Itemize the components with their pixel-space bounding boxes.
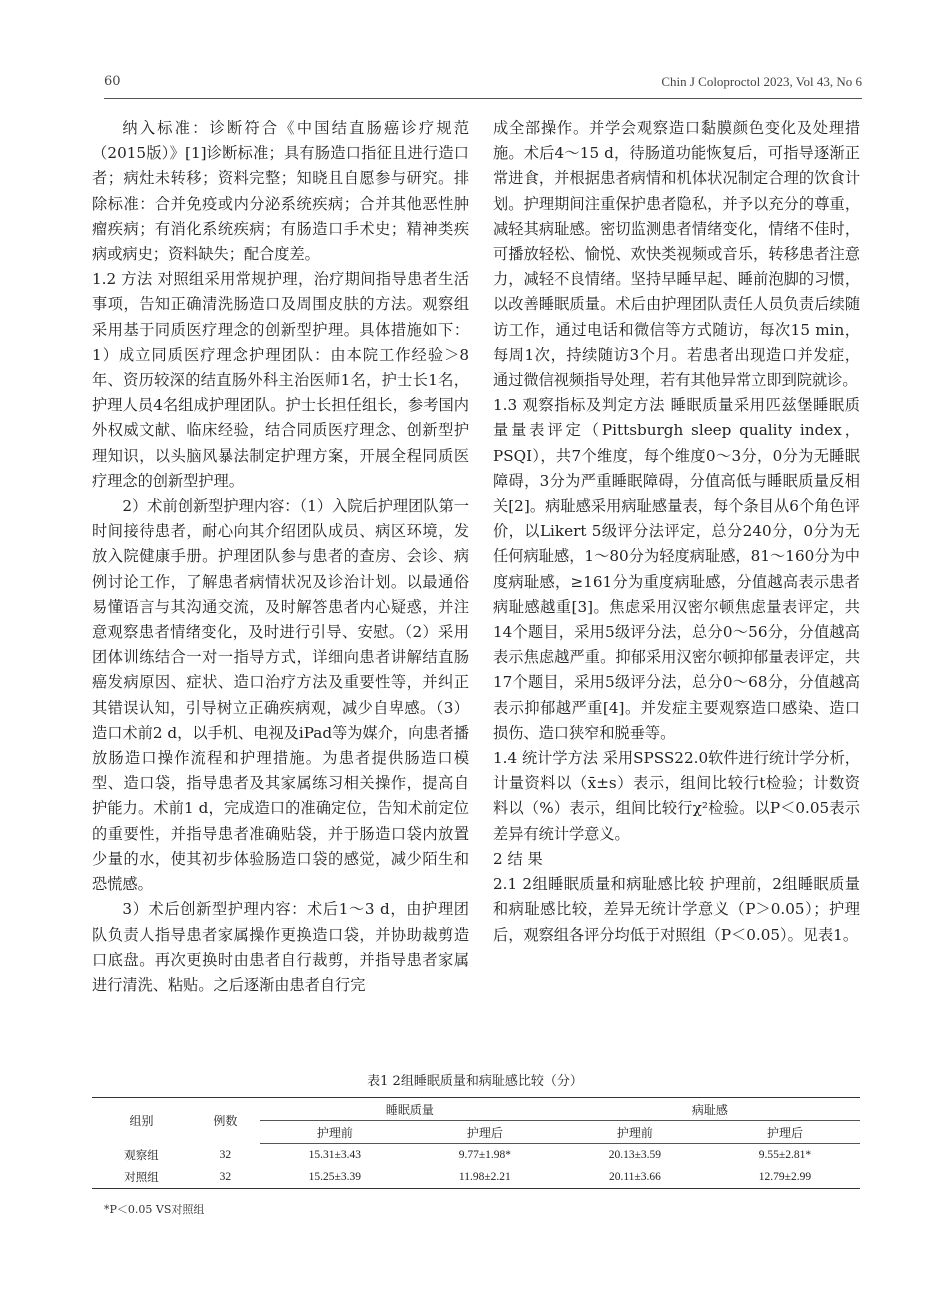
cell-stigma-post: 9.55±2.81* [758, 1149, 812, 1161]
header-sleep-pre: 护理前 [260, 1121, 410, 1144]
cell-group: 观察组 [124, 1149, 159, 1162]
statistics-paragraph: 1.4 统计学方法 采用SPSS22.0软件进行统计学分析，计量资料以（x̄±s）表示，组间比较行t检验；计数资料以（%）表示，组间比较行χ²检验。以P＜0.05表示差异有统计学意义。 [493, 749, 860, 843]
cell-n: 32 [191, 1166, 260, 1189]
cell-stigma-pre: 20.11±3.66 [560, 1166, 710, 1189]
table-row [92, 1166, 860, 1189]
header-stigma-post: 护理后 [710, 1121, 860, 1144]
table-footnote: *P＜0.05 VS对照组 [104, 1203, 205, 1216]
cell-n: 32 [219, 1148, 232, 1161]
cell-sleep-post: 9.77±1.98* [458, 1149, 512, 1161]
journal-name: Chin J Coloproctol 2023, Vol 43, No 6 [661, 74, 862, 89]
cell-sleep-post: 11.98±2.21 [410, 1166, 560, 1189]
results-heading: 2 结 果 [493, 849, 543, 868]
header-n: 例数 [191, 1098, 260, 1144]
cell-stigma-pre: 20.13±3.59 [608, 1149, 662, 1161]
right-column [493, 116, 860, 948]
cell-stigma-post: 12.79±2.99 [710, 1166, 860, 1189]
results-paragraph: 2.1 2组睡眠质量和病耻感比较 护理前，2组睡眠质量和病耻感比较，差异无统计学意义（P＞0.05）；护理后，观察组各评分均低于对照组（P＜0.05）。见表1。 [493, 875, 860, 944]
postop-paragraph: 3）术后创新型护理内容：术后1～3 d，由护理团队负责人指导患者家属操作更换造口袋，并协助裁剪造口底盘。再次更换时由患者自行裁剪，并指导患者家属进行清洗、粘贴。之后逐渐由患者自行完 [92, 900, 469, 994]
header-rule [104, 98, 862, 99]
inclusion-paragraph: 纳入标准：诊断符合《中国结直肠癌诊疗规范（2015版）》[1]诊断标准；具有肠造口指征且进行造口者；病灶未转移；资料完整；知晓且自愿参与研究。排除标准：合并免疫或内分泌系统疾病；合并其他恶性肿瘤疾病；有消化系统疾病；有肠造口手术史；精神类疾病或病史；资料缺失；配合度差。 [92, 119, 469, 264]
page-header [104, 74, 862, 94]
methods-paragraph: 1.2 方法 对照组采用常规护理，治疗期间指导患者生活事项，告知正确清洗肠造口及周围皮肤的方法。观察组采用基于同质医疗理念的创新型护理。具体措施如下：1）成立同质医疗理念护理团队：由本院工作经验＞8年、资历较深的结直肠外科主治医师1名，护士长1名，护理人员4名组成护理团队。护士长担任组长，参考国内外权威文献、临床经验，结合同质医疗理念、创新型护理知识，以头脑风暴法制定护理方案，开展全程同质医疗理念的创新型护理。 [92, 270, 469, 490]
header-stigma-pre: 护理前 [560, 1121, 710, 1144]
header-sleep-post: 护理后 [410, 1121, 560, 1144]
preop-paragraph: 2）术前创新型护理内容：（1）入院后护理团队第一时间接待患者，耐心向其介绍团队成员、病区环境，发放入院健康手册。护理团队参与患者的查房、会诊、病例讨论工作，了解患者病情状况及诊治计划。以最通俗易懂语言与其沟通交流，及时解答患者内心疑惑，并注意观察患者情绪变化，及时进行引导、安慰。（2）采用团体训练结合一对一指导方式，详细向患者讲解结直肠癌发病原因、症状、造口治疗方法及重要性等，并纠正其错误认知，引导树立正确疾病观，减少自卑感。（3）造口术前2 d，以手机、电视及iPad等为媒介，向患者播放肠造口操作流程和护理措施。为患者提供肠造口模型、造口袋，指导患者及其家属练习相关操作，提高自护能力。术前1 d，完成造口的准确定位，告知术前定位的重要性，并指导患者准确贴袋，并于肠造口袋内放置少量的水，使其初步体验肠造口袋的感觉，减少陌生和恐慌感。 [92, 497, 469, 894]
cell-sleep-pre: 15.25±3.39 [260, 1166, 410, 1189]
table-caption: 表1 2组睡眠质量和病耻感比较（分） [367, 1074, 583, 1089]
table-row [92, 1144, 860, 1167]
results-table [92, 1097, 860, 1189]
header-group: 组别 [92, 1098, 191, 1144]
postop-continued-paragraph: 成全部操作。并学会观察造口黏膜颜色变化及处理措施。术后4～15 d，待肠道功能恢复后，可指导逐渐正常进食，并根据患者病情和机体状况制定合理的饮食计划。护理期间注重保护患者隐私，并予以充分的尊重，减轻其病耻感。密切监测患者情绪变化，情绪不佳时，可播放轻松、愉悦、欢快类视频或音乐，转移患者注意力，减轻不良情绪。坚持早睡早起、睡前泡脚的习惯，以改善睡眠质量。术后由护理团队责任人员负责后续随访工作，通过电话和微信等方式随访，每次15 min，每周1次，持续随访3个月。若患者出现造口并发症，通过微信视频指导处理，若有其他异常立即到院就诊。 [493, 119, 860, 390]
header-stigma: 病耻感 [560, 1098, 860, 1121]
cell-sleep-pre: 15.31±3.43 [308, 1149, 361, 1161]
header-sleep: 睡眠质量 [260, 1098, 560, 1121]
page-number: 60 [104, 74, 121, 89]
cell-group: 对照组 [92, 1166, 191, 1189]
left-column [92, 116, 469, 998]
indicators-paragraph: 1.3 观察指标及判定方法 睡眠质量采用匹兹堡睡眠质量量表评定（Pittsburgh sleep quality index，PSQI），共7个维度，每个维度0～3分，0分为无睡眠障碍，3分为严重睡眠障碍，分值高低与睡眠质量反相关[2]。病耻感采用病耻感量表，每个条目从6个角色评价，以Likert 5级评分法评定，总分240分，0分为无任何病耻感，1～80分为轻度病耻感，81～160分为中度病耻感，≥161分为重度病耻感，分值越高表示患者病耻感越重[3]。焦虑采用汉密尔顿焦虑量表评定，共14个题目，采用5级评分法，总分0～56分，分值越高表示焦虑越严重。抑郁采用汉密尔顿抑郁量表评定，共17个题目，采用5级评分法，总分0～68分，分值越高表示抑郁越严重[4]。并发症主要观察造口感染、造口损伤、造口狭窄和脱垂等。 [493, 396, 860, 742]
